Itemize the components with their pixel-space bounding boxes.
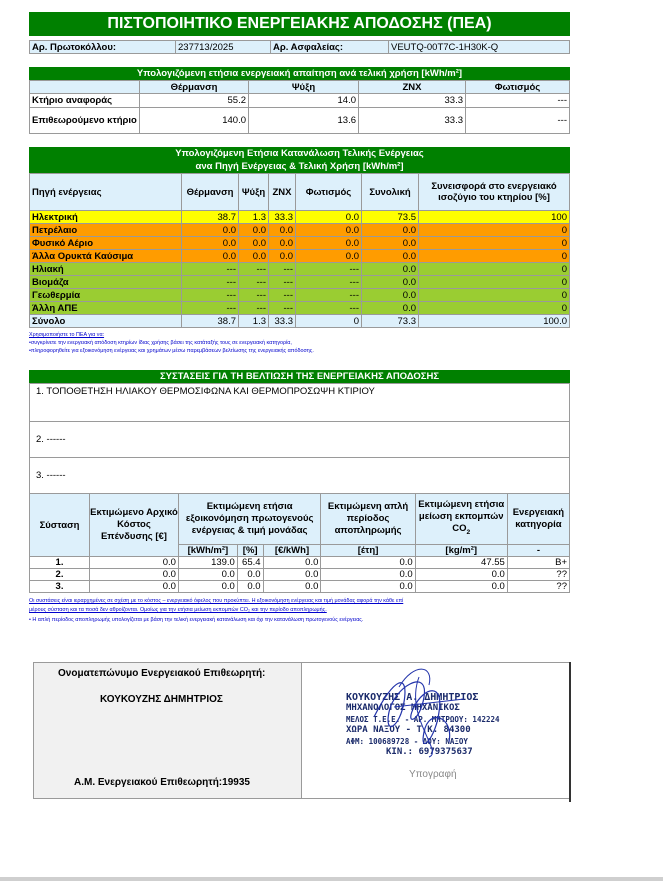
recommendation-cell: ?? [507,581,569,593]
page-edge [569,662,571,802]
consumption-cell: 0.0 [296,250,362,263]
consumption-cell: 38.7 [182,211,239,224]
consumption-cell: 0.0 [269,237,296,250]
recommendation-item: 3. ------ [30,458,570,494]
rec-note-1: Οι συστάσεις είναι ιεραρχημένες σε σχέση με το κόστος – ενεργειακό όφελος που προκύπτει. Η εξοικονόμηση ενέργειας και τιμή μονάδας αφορά την κάθε επί [29,598,404,604]
consumption-title [29,147,570,173]
consumption-cell: 1.3 [239,211,269,224]
rec-header-co2: Εκτιμώμενη ετήσια μείωση εκπομπών $CO_2$ [415,494,507,545]
consumption-cell: 1.3 [239,315,269,328]
consumption-cell: 0 [419,237,570,250]
rec-header-cost: Εκτιμώμενο Αρχικό Κόστος Επένδυσης [€] [90,494,179,557]
recommendation-row [30,581,570,593]
consumption-cell: 0.0 [362,237,419,250]
inspector-name: ΚΟΥΚΟΥΖΗΣ ΔΗΜΗΤΡΙΟΣ [100,694,223,705]
recommendations-list [29,383,570,494]
recommendation-row [30,569,570,581]
demand-row [30,94,570,108]
demand-cell: 33.3 [359,108,466,134]
demand-row [30,108,570,134]
consumption-cell: 0.0 [296,211,362,224]
consumption-cell: 73.5 [362,211,419,224]
usage-note-2: •πληροφορηθείτε για εξοικονόμηση ενέργειας και χρημάτων μέσω παρεμβάσεων βελτίωσης της ενεργειακής απόδοσης. [29,348,314,354]
demand-row-label: Επιθεωρούμενο κτήριο [30,108,140,134]
protocol-table [29,40,570,54]
consumption-cell: 0.0 [362,289,419,302]
recommendation-cell: 0.0 [321,581,415,593]
consumption-cell: --- [269,289,296,302]
consumption-cell: 0.0 [362,263,419,276]
recommendation-cell: 47.55 [415,557,507,569]
inspector-name-label: Ονοματεπώνυμο Ενεργειακού Επιθεωρητή: [58,668,266,679]
energy-source-label: Άλλη ΑΠΕ [30,302,182,315]
consumption-cell: --- [296,289,362,302]
consumption-cell: 73.3 [362,315,419,328]
consumption-cell: 0.0 [362,224,419,237]
energy-source-label: Σύνολο [30,315,182,328]
rec-unit: [kg/m²] [415,545,507,557]
rec-header-payback: Εκτιμώμενη απλή περίοδος αποπληρωμής [321,494,415,545]
recommendation-row [30,557,570,569]
consumption-cell: 0.0 [296,224,362,237]
recommendation-cell: 0.0 [321,569,415,581]
energy-source-label: Ηλεκτρική [30,211,182,224]
consumption-header-contribution: Συνεισφορά στο ενεργειακό ισοζύγιο του κτηρίου [%] [419,174,570,211]
consumption-cell: --- [269,263,296,276]
consumption-cell: 0 [419,302,570,315]
consumption-cell: 0.0 [182,237,239,250]
consumption-row [30,211,570,224]
recommendation-cell: 0.0 [415,581,507,593]
consumption-title-line1: Υπολογιζόμενη Ετήσια Κατανάλωση Τελικής Ενέργειας [175,148,424,159]
recommendation-cell: 0.0 [90,569,179,581]
consumption-cell: 0.0 [296,237,362,250]
recommendation-cell: ?? [507,569,569,581]
consumption-title-line2: ανα Πηγή Ενέργειας & Τελική Χρήση [kWh/m²] [195,161,404,172]
consumption-cell: --- [269,276,296,289]
recommendation-row-label: 2. [30,569,90,581]
energy-source-label: Ηλιακή [30,263,182,276]
signature-scribble [334,657,534,767]
demand-cell: 13.6 [249,108,359,134]
demand-row-label: Κτήριο αναφοράς [30,94,140,108]
consumption-cell: --- [239,302,269,315]
consumption-cell: 0.0 [239,237,269,250]
consumption-row [30,263,570,276]
demand-header-dhw: ΖΝΧ [359,81,466,94]
energy-source-label: Φυσικό Αέριο [30,237,182,250]
safety-value: VEUTQ-00T7C-1H30K-Q [389,41,570,54]
recommendation-cell: 0.0 [263,569,321,581]
demand-cell: 33.3 [359,94,466,108]
consumption-cell: 0 [296,315,362,328]
consumption-header-heating: Θέρμανση [182,174,239,211]
energy-source-label: Βιομάζα [30,276,182,289]
consumption-cell: 0 [419,224,570,237]
recommendation-cell: 0.0 [263,557,321,569]
consumption-cell: 0.0 [239,250,269,263]
consumption-cell: 100 [419,211,570,224]
consumption-cell: --- [182,302,239,315]
demand-cell: 140.0 [140,108,249,134]
demand-cell: 55.2 [140,94,249,108]
rec-unit: - [507,545,569,557]
recommendation-cell: 0.0 [178,581,237,593]
consumption-cell: 0.0 [239,224,269,237]
consumption-row [30,289,570,302]
consumption-cell: 0.0 [362,276,419,289]
consumption-cell: --- [182,289,239,302]
recommendation-cell: 0.0 [90,557,179,569]
consumption-cell: --- [239,289,269,302]
recommendation-cell: 0.0 [90,581,179,593]
recommendation-row-label: 1. [30,557,90,569]
consumption-cell: 0 [419,263,570,276]
recommendation-cell: 0.0 [237,569,263,581]
rec-header-recommendation: Σύσταση [30,494,90,557]
usage-note-1: •συγκρίνετε την ενεργειακή απόδοση κτηρίων ίδιας χρήσης βάσει της κατάταξής τους σε ενεργειακή κατηγορία, [29,340,292,346]
rec-header-savings: Εκτιμώμενη ετήσια εξοικονόμηση πρωτογενούς ενέργειας & τιμή μονάδας [178,494,320,545]
consumption-cell: 100.0 [419,315,570,328]
consumption-cell: 0 [419,250,570,263]
energy-source-label: Γεωθερμία [30,289,182,302]
recommendation-cell: 0.0 [263,581,321,593]
consumption-cell: --- [296,302,362,315]
consumption-cell: --- [296,263,362,276]
consumption-header-lighting: Φωτισμός [296,174,362,211]
consumption-cell: --- [182,276,239,289]
consumption-row [30,276,570,289]
recommendations-table [29,493,570,593]
recommendations-title: ΣΥΣΤΑΣΕΙΣ ΓΙΑ ΤΗ ΒΕΛΤΙΩΣΗ ΤΗΣ ΕΝΕΡΓΕΙΑΚΗΣ ΑΠΟΔΟΣΗΣ [29,370,570,383]
energy-source-label: Πετρέλαιο [30,224,182,237]
demand-title: Υπολογιζόμενη ετήσια ενεργειακή απαίτηση ανά τελική χρήση [kWh/m²] [29,67,570,80]
consumption-cell: 0 [419,276,570,289]
consumption-header-total: Συνολική [362,174,419,211]
usage-note-heading: Χρησιμοποιήστε το ΠΕΑ για να: [29,332,105,338]
consumption-table [29,173,570,328]
consumption-row [30,315,570,328]
rec-header-class: Ενεργειακή κατηγορία [507,494,569,545]
consumption-cell: --- [182,263,239,276]
recommendation-cell: 65.4 [237,557,263,569]
recommendation-cell: B+ [507,557,569,569]
recommendation-cell: 0.0 [321,557,415,569]
consumption-cell: 0.0 [182,224,239,237]
consumption-row [30,237,570,250]
consumption-cell: 0.0 [362,250,419,263]
consumption-cell: 0.0 [269,250,296,263]
rec-unit: [%] [237,545,263,557]
consumption-cell: 33.3 [269,211,296,224]
rec-note-3: • Η απλή περίοδος αποπληρωμής υπολογίζεται με βάση την τελική ενεργειακή κατανάλωση και όχι την κατανάλωση πρωτογενούς ενέργειας. [29,617,364,623]
recommendation-cell: 0.0 [237,581,263,593]
inspector-block [33,662,570,799]
consumption-cell: --- [239,263,269,276]
consumption-cell: 38.7 [182,315,239,328]
recommendation-cell: 0.0 [178,569,237,581]
rec-unit: [€/kWh] [263,545,321,557]
rec-unit: [έτη] [321,545,415,557]
demand-cell: --- [466,108,570,134]
consumption-header-dhw: ΖΝΧ [269,174,296,211]
consumption-header-cooling: Ψύξη [239,174,269,211]
recommendation-row-label: 3. [30,581,90,593]
consumption-header-source: Πηγή ενέργειας [30,174,182,211]
demand-header-lighting: Φωτισμός [466,81,570,94]
inspector-am: Α.Μ. Ενεργειακού Επιθεωρητή:19935 [74,777,250,788]
consumption-cell: 0.0 [362,302,419,315]
consumption-cell: --- [296,276,362,289]
consumption-cell: --- [239,276,269,289]
demand-header-cooling: Ψύξη [249,81,359,94]
recommendation-item: 2. ------ [30,422,570,458]
consumption-cell: 33.3 [269,315,296,328]
recommendation-cell: 0.0 [415,569,507,581]
consumption-row [30,250,570,263]
consumption-cell: 0.0 [269,224,296,237]
energy-source-label: Άλλα Ορυκτά Καύσιμα [30,250,182,263]
demand-header-heating: Θέρμανση [140,81,249,94]
consumption-row [30,224,570,237]
protocol-label: Αρ. Πρωτοκόλλου: [30,41,176,54]
signature-label: Υπογραφή [409,769,457,780]
demand-cell: 14.0 [249,94,359,108]
consumption-cell: 0 [419,289,570,302]
inspector-stamp: ΚΟΥΚΟΥΖΗΣ Α. ΔΗΜΗΤΡΙΟΣ ΜΗΧΑΝΟΛΟΓΟΣ ΜΗΧΑΝΙΚΟΣ ΜΕΛΟΣ Τ.Ε.Ε. - ΑΡ. ΜΗΤΡΩΟΥ: 142224 ΧΩΡΑ ΝΑΞΟΥ - Τ.Κ. 84300 ΑΦΜ: 100689728 - ΔΟΥ: ΝΑΞΟΥ ΚΙΝ.: 6979375637 [346,692,500,757]
protocol-value: 237713/2025 [176,41,271,54]
consumption-row [30,302,570,315]
recommendation-cell: 139.0 [178,557,237,569]
recommendation-item: 1. ΤΟΠΟΘΕΤΗΣΗ ΗΛΙΑΚΟΥ ΘΕΡΜΟΣΙΦΩΝΑ ΚΑΙ ΘΕΡΜΟΠΡΟΣΩΨΗ ΚΤΙΡΙΟΥ [30,384,570,422]
rec-unit: [kWh/m²] [178,545,237,557]
demand-cell: --- [466,94,570,108]
page-bottom-edge [0,877,663,881]
demand-table [29,80,570,134]
rec-note-2: μέρους σύσταση και τα ποσά δεν αθροίζονται. Ομοίως για την ετήσια μείωση εκπομπών CO₂ και την περίοδο αποπληρωμής. [29,607,327,613]
safety-label: Αρ. Ασφαλείας: [271,41,389,54]
certificate-title: ΠΙΣΤΟΠΟΙΗΤΙΚΟ ΕΝΕΡΓΕΙΑΚΗΣ ΑΠΟΔΟΣΗΣ (ΠΕΑ) [29,12,570,36]
consumption-cell: --- [269,302,296,315]
consumption-cell: 0.0 [182,250,239,263]
